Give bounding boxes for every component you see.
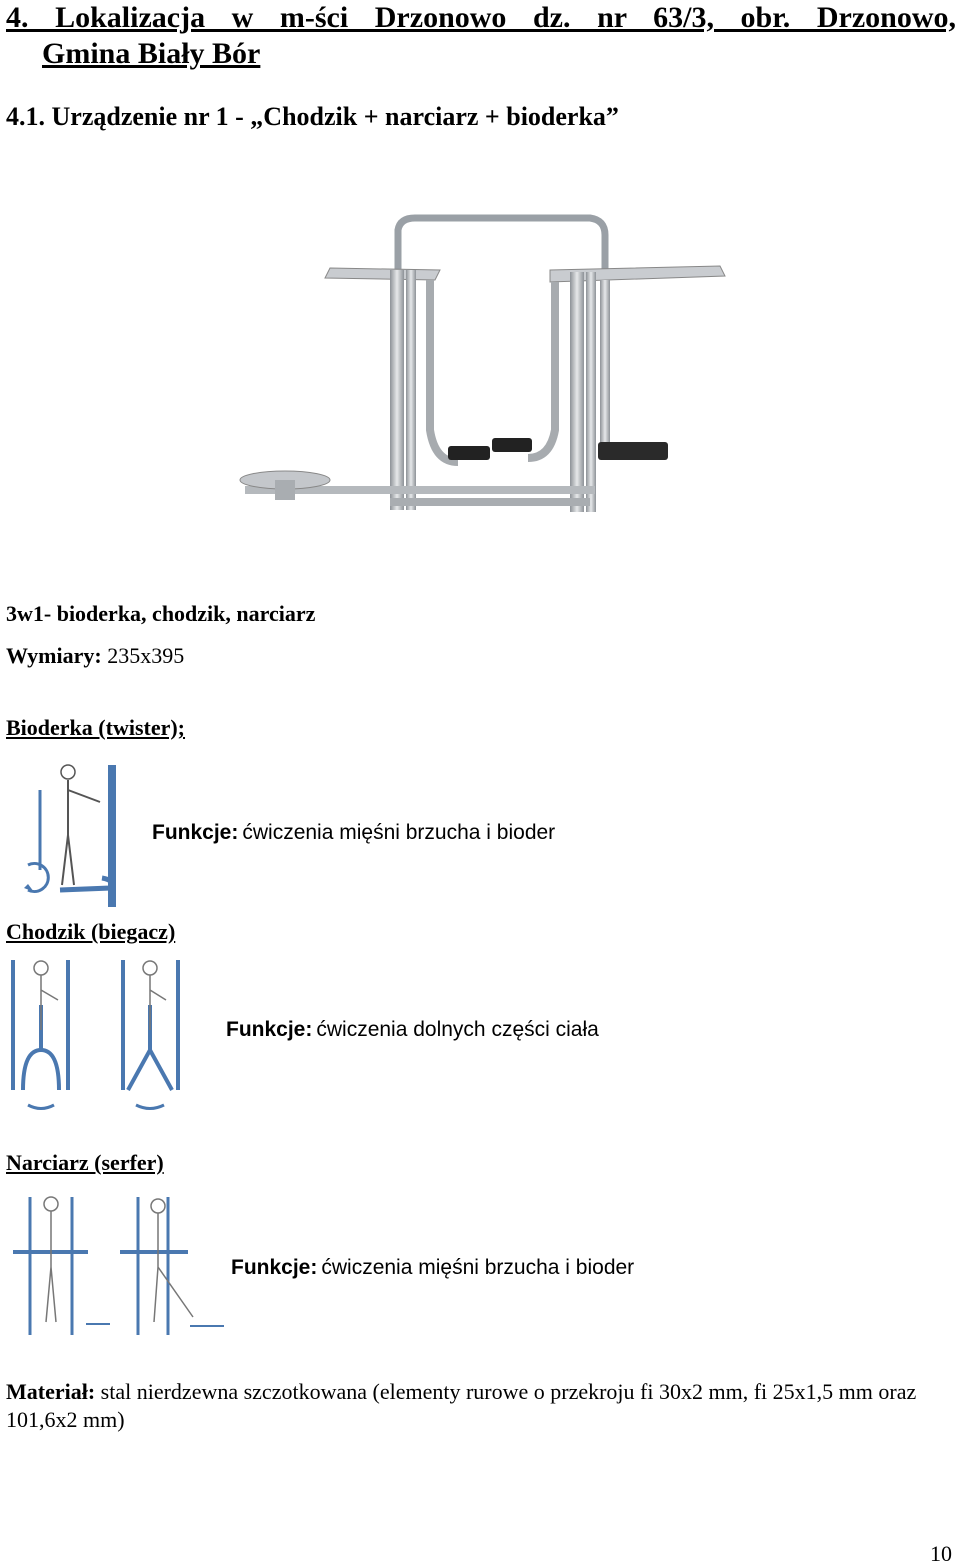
equipment-image — [230, 200, 730, 520]
twister-diagram-icon — [10, 760, 130, 910]
functions-walker — [226, 1016, 599, 1044]
section-heading-line1: 4. Lokalizacja w m-ści Drzonowo dz. nr 63/3, obr. Drzonowo, — [6, 1, 956, 34]
dimensions-label: Wymiary: — [6, 643, 102, 668]
section-title-twister: Bioderka (twister); — [6, 715, 186, 740]
functions-twister — [152, 819, 555, 847]
functions-surfer — [231, 1254, 634, 1282]
functions-label: Funkcje: — [152, 821, 239, 844]
material-label: Materiał: — [6, 1379, 96, 1404]
functions-value: ćwiczenia dolnych części ciała — [316, 1018, 599, 1041]
surfer-diagram-icon — [8, 1192, 230, 1340]
walker-diagram-icon — [8, 950, 188, 1115]
section-title-surfer: Narciarz (serfer) — [6, 1150, 164, 1175]
dimensions-value: 235x395 — [107, 643, 185, 668]
section-heading-line2: Gmina Biały Bór — [42, 37, 261, 70]
functions-value: ćwiczenia mięśni brzucha i bioder — [242, 821, 556, 844]
device-subheading: 4.1. Urządzenie nr 1 - „Chodzik + narciarz + bioderka” — [6, 102, 619, 131]
functions-label: Funkcje: — [226, 1018, 313, 1041]
section-title-walker: Chodzik (biegacz) — [6, 919, 176, 944]
functions-value: ćwiczenia mięśni brzucha i bioder — [321, 1256, 635, 1279]
functions-label: Funkcje: — [231, 1256, 318, 1279]
dimensions-row — [6, 642, 184, 670]
material-paragraph — [6, 1378, 956, 1434]
device-name: 3w1- bioderka, chodzik, narciarz — [6, 601, 316, 626]
material-value: stal nierdzewna szczotkowana (elementy rurowe o przekroju fi 30x2 mm, fi 25x1,5 mm oraz 101,6x2 mm) — [6, 1379, 917, 1432]
page-number: 10 — [930, 1541, 952, 1566]
